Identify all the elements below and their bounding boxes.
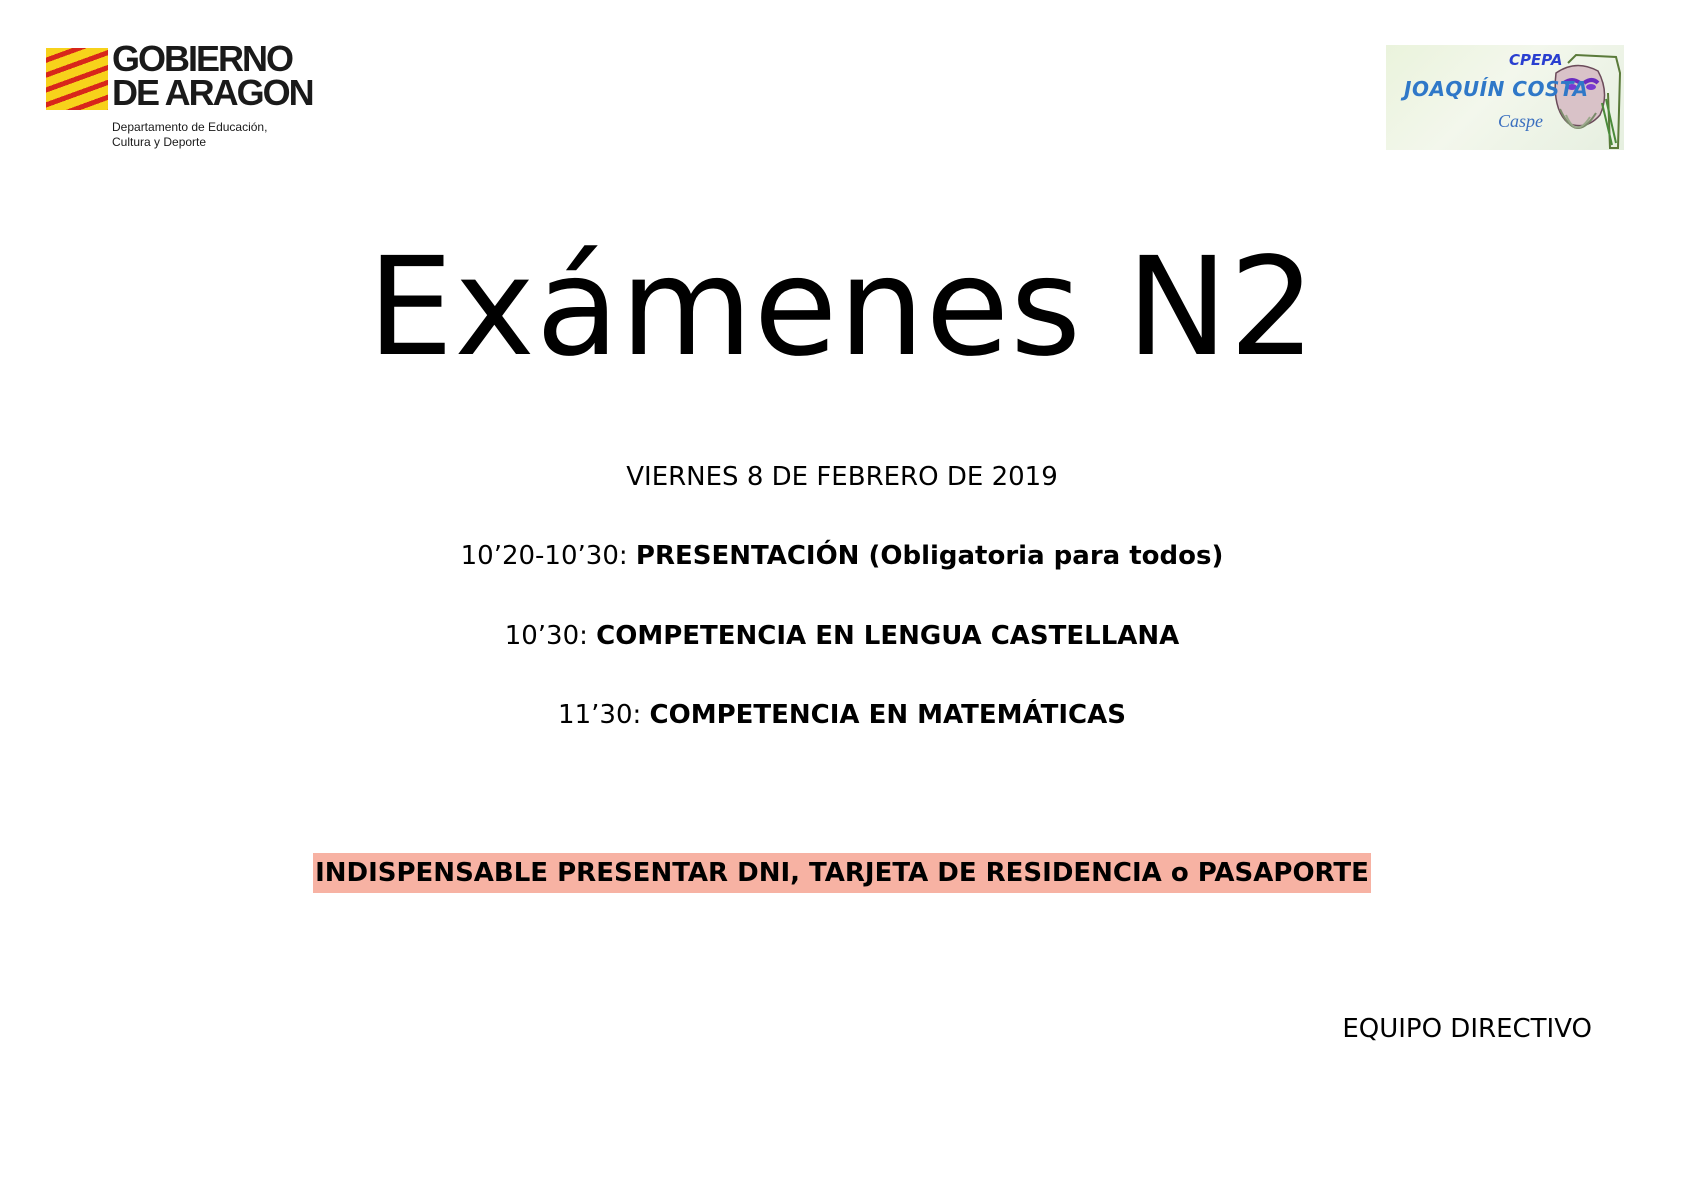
exam-date: VIERNES 8 DE FEBRERO DE 2019	[626, 462, 1058, 492]
cpepa-logo-town: Caspe	[1498, 111, 1543, 131]
schedule-item	[0, 619, 1684, 653]
gov-logo-sub1: Departamento de Educación,	[112, 120, 268, 134]
cpepa-logo-name: JOAQUÍN COSTA	[1404, 77, 1589, 101]
page-title: Exámenes N2	[367, 229, 1317, 387]
notice-container	[0, 853, 1684, 893]
schedule-label: PRESENTACIÓN (Obligatoria para todos)	[635, 541, 1224, 571]
gov-logo-title	[112, 38, 313, 113]
cpepa-logo-acronym: CPEPA	[1509, 51, 1563, 69]
schedule-item	[0, 698, 1684, 732]
schedule-time: 10’30:	[504, 621, 597, 651]
schedule-time: 11’30:	[558, 700, 650, 730]
schedule-label: COMPETENCIA EN LENGUA CASTELLANA	[596, 621, 1180, 651]
gobierno-aragon-logo	[40, 38, 336, 158]
id-requirement-notice: INDISPENSABLE PRESENTAR DNI, TARJETA DE RESIDENCIA o PASAPORTE	[313, 853, 1371, 893]
gov-logo-line1: GOBIERNO	[112, 38, 293, 79]
schedule-label: COMPETENCIA EN MATEMÁTICAS	[649, 700, 1126, 730]
gov-logo-department	[112, 120, 267, 150]
signature: EQUIPO DIRECTIVO	[1342, 1014, 1592, 1044]
cpepa-logo	[1386, 45, 1624, 150]
aragon-flag-icon	[46, 48, 108, 110]
schedule-item	[0, 539, 1684, 573]
schedule-time: 10’20-10’30:	[460, 541, 636, 571]
gov-logo-line2: DE ARAGON	[112, 72, 313, 113]
gov-logo-sub2: Cultura y Deporte	[112, 135, 207, 149]
